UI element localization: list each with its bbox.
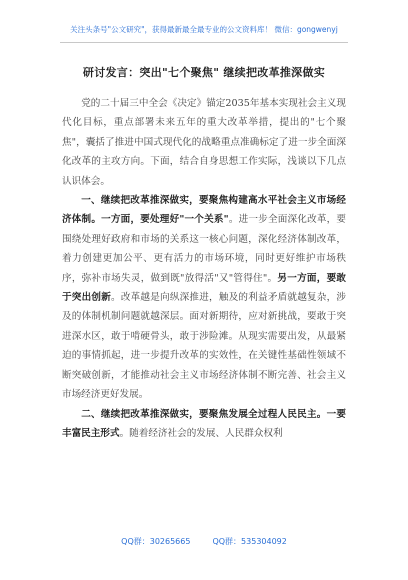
section-1-subheading: 另一方面，要敢于突出创新 bbox=[62, 272, 347, 304]
document-title: 研讨发言：突出"七个聚焦" 继续把改革推深做实 bbox=[82, 66, 326, 79]
section-1-text: 。进一步全面深化改革，要围绕处理好政府和市场的关系这一核心问题，深化经济体制改革，着力创建更加公平、更有活力的市场环境，同时更好维护市场秩序，弥补市场失灵，做到既"放得活"又"管得住"。 bbox=[62, 214, 347, 284]
section-1-text-2: 。改革越是向纵深推进，触及的利益矛盾就越复杂，涉及的体制机制问题就越深层。面对新期待，应对新挑战，要敢于突进深水区，敢于啃硬骨头，敢于涉险滩。从现实需要出发，从最紧迫的事情抓起，进一步提升改革的实效性，在关键性基础性领域不断突破创新，才能推动社会主义市场经济体制不断完善、社会主义市场经济更好发展。 bbox=[62, 292, 347, 401]
section-2-paragraph bbox=[62, 405, 346, 444]
footer-contact bbox=[0, 536, 408, 547]
footer-qq-group-1: QQ群：30265665 bbox=[121, 537, 191, 546]
header-promo-note: 关注头条号"公文研究"，获得最新最全最专业的公文资料库！ 微信：gongwenyj bbox=[70, 25, 338, 34]
section-1-heading: 一、继续把改革推深做实，要聚焦构建高水平社会主义市场经济体制。一方面，要处理好"一个关系" bbox=[62, 195, 346, 226]
intro-paragraph: 党的二十届三中全会《决定》锚定2035年基本实现社会主义现代化目标，重点部署未来五年的重大改革举措，提出的"七个聚焦"，囊括了推进中国式现代化的战略重点准确标定了进一步全面深化改革的主攻方向。下面，结合自身思想工作实际，浅谈以下几点认识体会。 bbox=[62, 98, 346, 187]
section-2-heading: 二、继续把改革推深做实，要聚焦发展全过程人民民主。一要丰富民主形式 bbox=[62, 408, 346, 439]
section-1-paragraph bbox=[62, 191, 346, 404]
document-body bbox=[62, 64, 346, 443]
header-divider bbox=[60, 42, 348, 43]
footer-qq-group-2: QQ群：535304092 bbox=[212, 537, 287, 546]
section-2-text: 。随着经济社会的发展、人民群众权利 bbox=[119, 427, 283, 439]
